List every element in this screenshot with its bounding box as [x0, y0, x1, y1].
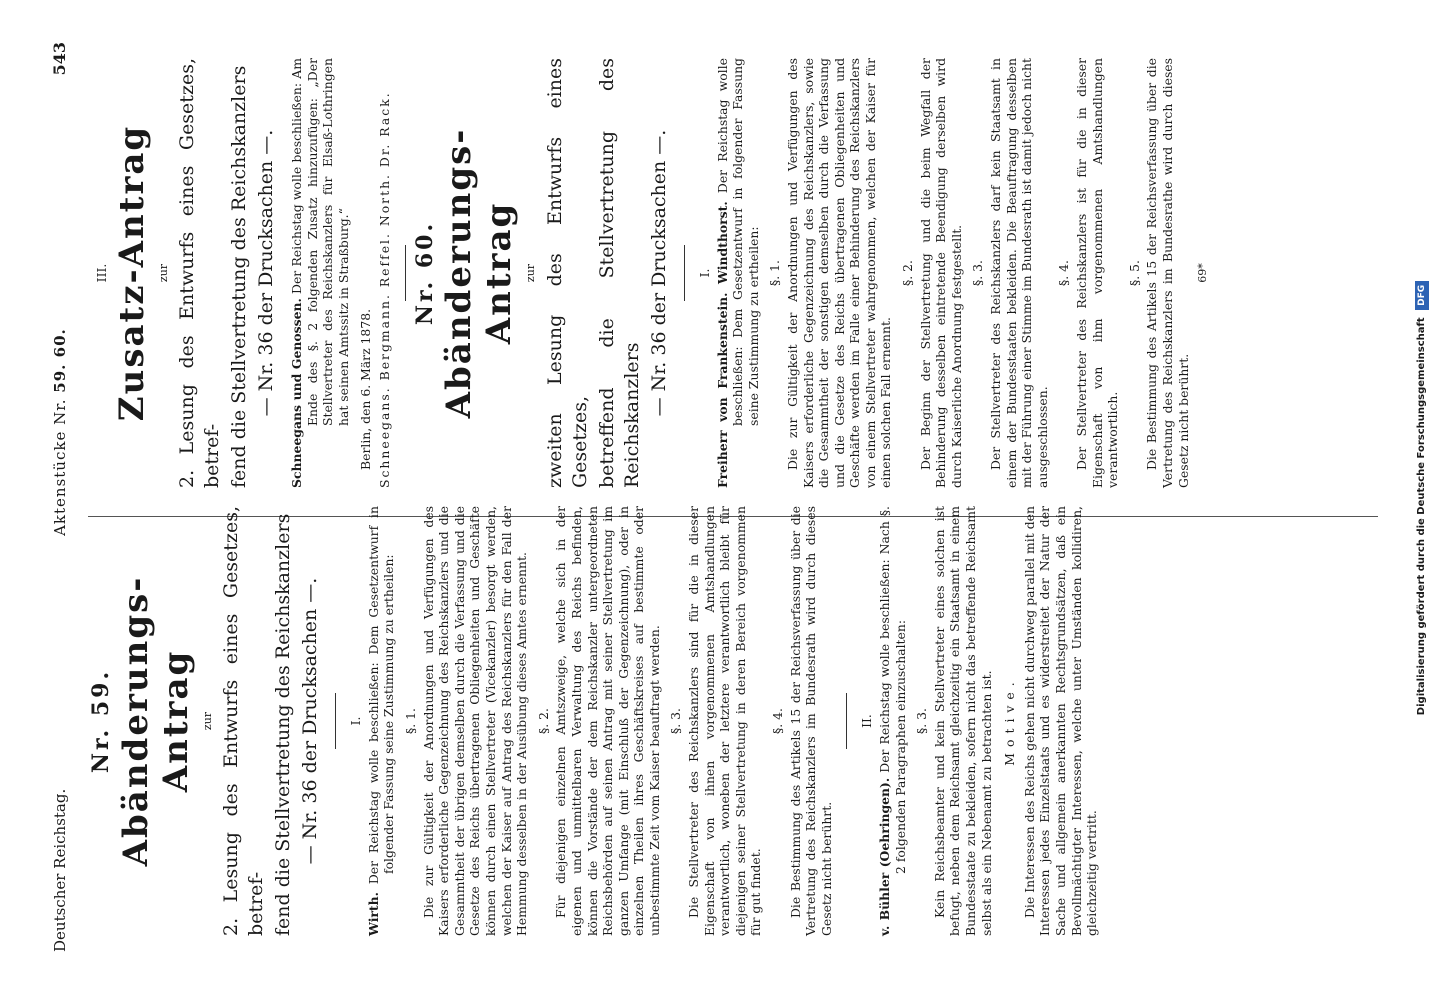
header-middle [51, 328, 69, 536]
section-rule [405, 245, 406, 301]
motion-author: Freiherr von Frankenstein. Windthorst. [714, 201, 730, 488]
motion-author: v. Bühler (Oehringen). [877, 777, 892, 936]
doc-title: Abänderungs-Antrag [115, 575, 196, 867]
paragraph-heading: §. 4. [1056, 260, 1072, 286]
subtitle-line-1: 2. Lesung des Entwurfs eines Gesetzes, betref- [176, 58, 224, 488]
motion-paragraph [366, 506, 397, 936]
zur-label: zur [524, 263, 538, 283]
digitization-note [1410, 8, 1432, 988]
motion-paragraph [715, 58, 762, 488]
section-rule [335, 693, 336, 749]
paragraph-text: Der Beginn der Stellvertretung und die beim Wegfall der Behinderung desselben eintretende Beendigung derselben wird durch Kaiserliche Anordnung festgestellt. [917, 58, 964, 488]
paragraph-heading: §. 3. [914, 708, 930, 734]
date-line: Berlin, den 6. März 1878. [357, 308, 373, 470]
subtitle-line-2: fend die Stellvertretung des Reichskanzlers [228, 65, 251, 488]
paragraph-heading: §. 2. [900, 260, 916, 286]
doc-number: Nr. 59. [88, 668, 114, 774]
digitization-text: Digitalisierung gefördert durch die Deutsche Forschungsgemeinschaft [1416, 317, 1427, 716]
paragraph-text: Die Bestimmung des Artikels 15 der Reichsverfassung über die Vertretung des Reichskanzlers im Bundesrathe wird durch dieses Gesetz nicht berührt. [1144, 58, 1191, 488]
paragraph-heading: §. 1. [402, 708, 418, 734]
paragraph-heading: §. 3. [668, 708, 684, 734]
section-roman-3: III. [94, 263, 109, 283]
zur-label: zur [156, 263, 170, 283]
doc-title: Abänderungs-Antrag [439, 127, 520, 419]
paragraph-heading: §. 2. [535, 708, 551, 734]
paragraph-heading: §. 1. [767, 260, 783, 286]
motion-paragraph [877, 506, 908, 936]
page-header [50, 42, 76, 952]
paragraph-text: Der Stellvertreter des Reichskanzlers darf kein Staatsamt in einem der Bundesstaaten bekleiden. Die Beauftragung desselben mit der Führung einer Stimme im Bundesrath ist damit jedoch nicht ausgeschlossen. [988, 58, 1050, 488]
motion-text: Der Reichstag wolle beschließen: Dem Gesetzentwurf in folgender Fassung seine Zustimmung zu ertheilen: [365, 506, 397, 885]
section-roman-1: I. [696, 268, 712, 278]
subtitle-line-3: — Nr. 36 der Drucksachen —. [255, 129, 278, 417]
signature-mark: 69* [1196, 263, 1210, 283]
subtitle-line-3: — Nr. 36 der Drucksachen —. [647, 129, 670, 417]
paragraph-text: Die zur Gültigkeit der Anordnungen und Verfügungen des Kaisers erforderliche Gegenzeichnung des Reichskanzlers und die Gesammtheit der übrigen demselben durch die Verfassung und die Gesetze des Reichs übertragenen Obliegenheiten und Geschäfte können durch einen Stellvertreter (Vicekanzler) besorgt werden, welchen der Kaiser auf Antrag des Reichskanzlers für den Fall der Hemmung desselben in der Ausübung dieses Amtes ernennt. [420, 506, 530, 936]
right-column [88, 58, 1211, 488]
motive-heading: Motive. [1002, 676, 1018, 766]
motive-text: Die Interessen des Reichs gehen nicht durchweg parallel mit den Interessen jedes Einzelstaats und es widerstreitet der Natur der Sache und allgemein anerkannten Rechtsgrundsätzen, daß ein Bevollmächtigter Interessen, welche unter Umständen kollidiren, gleichzeitig vertritt. [1021, 506, 1100, 936]
section-rule [846, 693, 847, 749]
motion-text: Der Reichstag wolle beschließen: Dem Gesetzentwurf in folgender Fassung seine Zustimmung zu ertheilen: [714, 58, 761, 426]
section-roman-2: II. [859, 714, 875, 728]
header-mid-numbers: 59. 60. [51, 328, 69, 393]
subtitle-line-3: — Nr. 36 der Drucksachen —. [299, 577, 322, 865]
zur-label: zur [200, 711, 214, 731]
digitization-note-text [1410, 8, 1432, 988]
paragraph-heading: §. 5. [1126, 260, 1142, 286]
dfg-logo: DFG [1415, 281, 1429, 310]
section-rule [684, 245, 685, 301]
page-number: 543 [50, 42, 69, 76]
paragraph-text: Die zur Gültigkeit der Anordnungen und Verfügungen des Kaisers erforderliche Gegenzeichnung des Reichskanzlers, sowie die Gesammtheit der sonstigen demselben durch die Verfassung und die Gesetze des Reichs übertragenen Obliegenheiten und Geschäfte werden im Falle einer Behinderung des Reichskanzlers von einem Stellvertreter wahrgenommen, welchen der Kaiser für einen solchen Fall ernennt. [784, 58, 894, 488]
paragraph-text: Für diejenigen einzelnen Amtszweige, welche sich in der eigenen und unmittelbaren Verwaltung des Reichs befinden, können die Vorstände der dem Reichskanzler untergeordneten Reichsbehörden auf seinen Antrag mit seiner Stellvertretung im ganzen Umfange (mit Einschluß der Gegenzeichnung), oder in einzelnen Theilen ihres Geschäftskreises auf bestimmte oder unbestimmte Zeit vom Kaiser beauftragt werden. [553, 506, 662, 936]
doc-number: Nr. 60. [411, 220, 438, 326]
paragraph-text: Der Stellvertreter des Reichskanzlers ist für die in dieser Eigenschaft von ihm vorgenommenen Amtshandlungen verantwortlich. [1074, 58, 1121, 488]
paragraph-text: Die Stellvertreter des Reichskanzlers sind für die in dieser Eigenschaft von ihnen vorgenommenen Amtshandlungen verantwortlich, woneben der letztere verantwortlich bleibt für diejenigen seiner Stellvertretung in deren Bereich vorgenommen für gut findet. [686, 506, 764, 936]
left-column [88, 506, 1100, 936]
doc-title: Zusatz-Antrag [111, 124, 152, 422]
paragraph-text: Kein Reichsbeamter und kein Stellvertreter eines solchen ist befugt, neben dem Reichsamt gleichzeitig ein Staatsamt in einem Bundesstaate zu bekleiden, sofern nicht das betreffende Reichsamt selbst als ein Nebenamt zu betrachten ist. [931, 506, 994, 936]
motion-text: Der Reichstag wolle beschließen: Nach §. 2 folgenden Paragraphen einzuschalten: [877, 506, 908, 874]
subtitle-line-1: 2. Lesung des Entwurfs eines Gesetzes, betref- [220, 506, 268, 936]
header-left: Deutscher Reichstag. [51, 788, 69, 952]
paragraph-text: Die Bestimmung des Artikels 15 der Reichsverfassung über die Vertretung des Reichskanzlers im Bundesrath wird durch dieses Gesetz nicht berührt. [787, 506, 834, 936]
section-roman-1: I. [348, 716, 364, 726]
header-mid-label: Aktenstücke Nr. [51, 398, 69, 536]
motion-text: Der Reichstag wolle beschließen: Am Ende des §. 2 folgenden Zusatz hinzuzufügen: „Der Stellvertreter des Reichskanzlers für Elsaß-Lothringen hat seinen Amtssitz in Straßburg.“ [289, 58, 351, 426]
paragraph-heading: §. 4. [770, 708, 786, 734]
signers: Schneegans. Bergmann. Reffel. North. Dr. Rack. [377, 91, 393, 488]
motion-paragraph [289, 58, 351, 488]
subtitle-line-1: zweiten Lesung des Entwurfs eines Gesetzes, [543, 58, 591, 488]
subtitle-line-2: fend die Stellvertretung des Reichskanzlers [272, 513, 295, 936]
motion-author: Wirth. [365, 892, 381, 936]
motion-author: Schneegans und Genossen. [289, 298, 305, 488]
subtitle-line-2: betreffend die Stellvertretung des Reichskanzlers [595, 58, 643, 488]
paragraph-heading: §. 3. [970, 260, 986, 286]
